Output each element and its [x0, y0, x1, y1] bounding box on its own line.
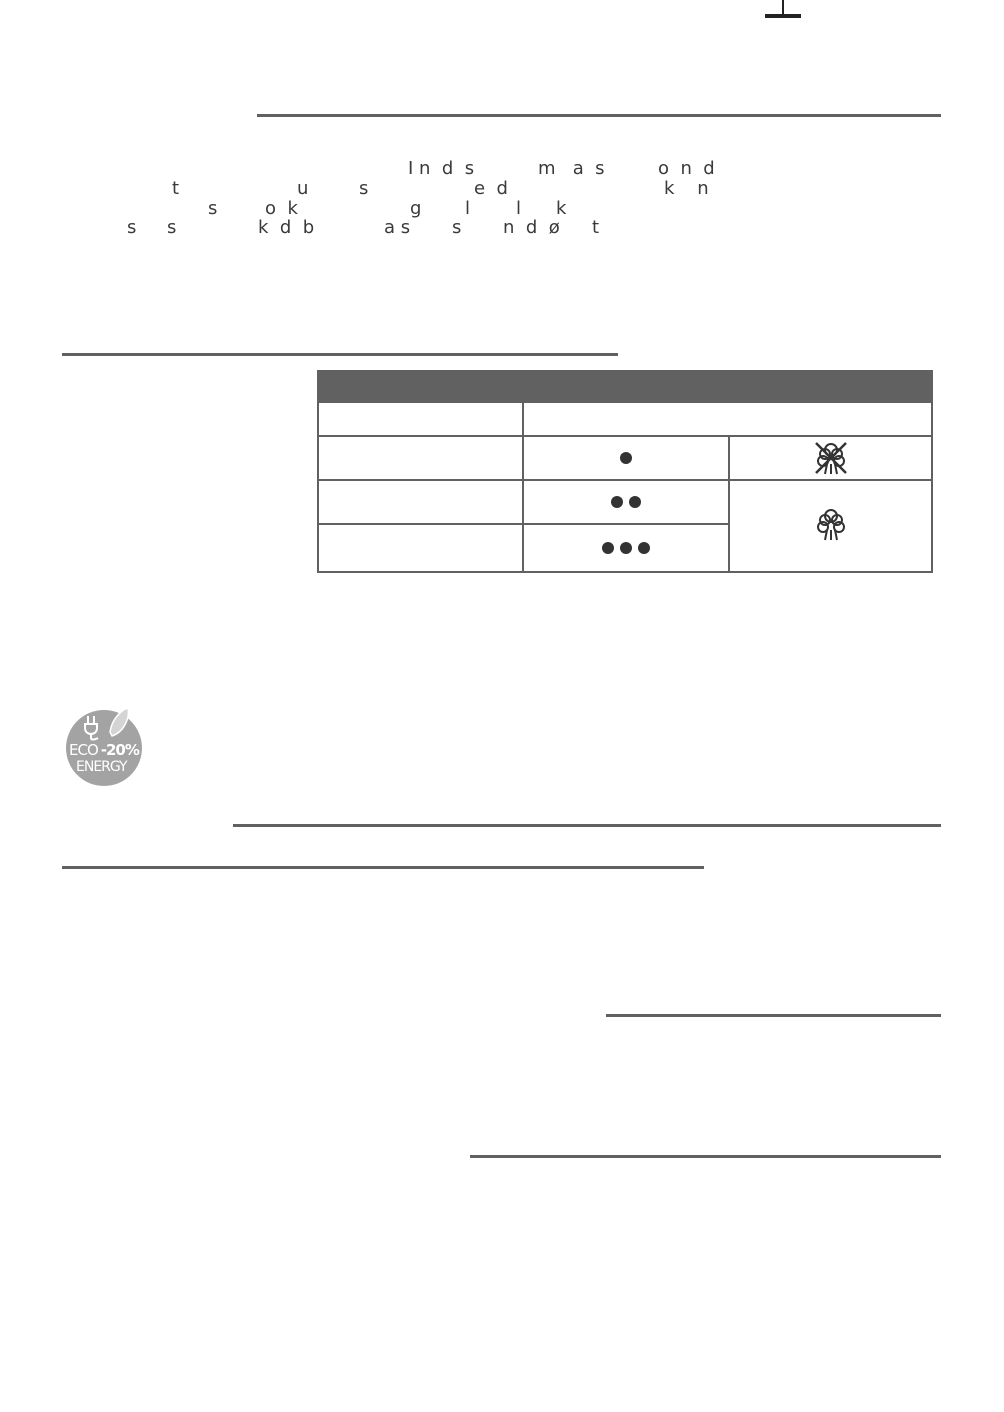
badge-energy-text: ENERGY: [76, 759, 127, 775]
section-rule: [233, 824, 941, 827]
badge-eco-text: ECO: [69, 741, 98, 759]
eco-energy-badge: [64, 706, 144, 786]
section-rule: [257, 114, 941, 117]
badge-percent-text: -20%: [100, 741, 139, 759]
crop-mark: [765, 14, 801, 18]
section-rule: [62, 353, 618, 356]
no-steam-icon: [811, 438, 851, 478]
text-fragment: m a s: [538, 158, 605, 179]
text-fragment: l: [516, 198, 522, 219]
text-fragment: o n d: [658, 158, 715, 179]
icon-cell: [728, 479, 933, 573]
level-dots: [524, 525, 728, 571]
text-fragment: n d ø: [503, 217, 560, 238]
text-fragment: t: [592, 217, 600, 238]
text-fragment: a s: [384, 217, 411, 238]
text-fragment: k n: [664, 178, 709, 199]
setting-table: [317, 370, 933, 573]
section-rule: [470, 1155, 941, 1158]
text-fragment: e d: [474, 178, 508, 199]
text-fragment: s: [452, 217, 462, 238]
svg-text:ECO-20%: [69, 741, 140, 759]
table-cell: [317, 479, 524, 525]
steam-icon: [811, 506, 851, 546]
level-cell: [522, 523, 730, 573]
text-fragment: s: [167, 217, 177, 238]
text-fragment: I n d s: [408, 158, 475, 179]
text-fragment: g: [410, 198, 422, 219]
table-cell: [317, 523, 524, 573]
text-fragment: s: [208, 198, 218, 219]
level-dots: [524, 437, 728, 479]
section-rule: [62, 866, 704, 869]
level-dot: [611, 496, 623, 508]
level-dot: [629, 496, 641, 508]
level-dot: [620, 542, 632, 554]
table-cell: [317, 435, 524, 481]
table-header: [317, 370, 933, 402]
level-dot: [638, 542, 650, 554]
level-dots: [524, 481, 728, 523]
icon-cell: [728, 435, 933, 481]
text-fragment: k: [556, 198, 567, 219]
level-cell: [522, 435, 730, 481]
level-cell: [522, 479, 730, 525]
text-fragment: k d b: [258, 217, 315, 238]
text-fragment: l: [465, 198, 471, 219]
text-fragment: s: [127, 217, 137, 238]
text-fragment: u: [297, 178, 309, 199]
text-fragment: t: [172, 178, 180, 199]
section-rule: [606, 1014, 941, 1017]
table-cell: [317, 401, 524, 437]
table-cell: [522, 401, 933, 437]
level-dot: [602, 542, 614, 554]
level-dot: [620, 452, 632, 464]
text-fragment: o k: [265, 198, 298, 219]
text-fragment: s: [359, 178, 369, 199]
